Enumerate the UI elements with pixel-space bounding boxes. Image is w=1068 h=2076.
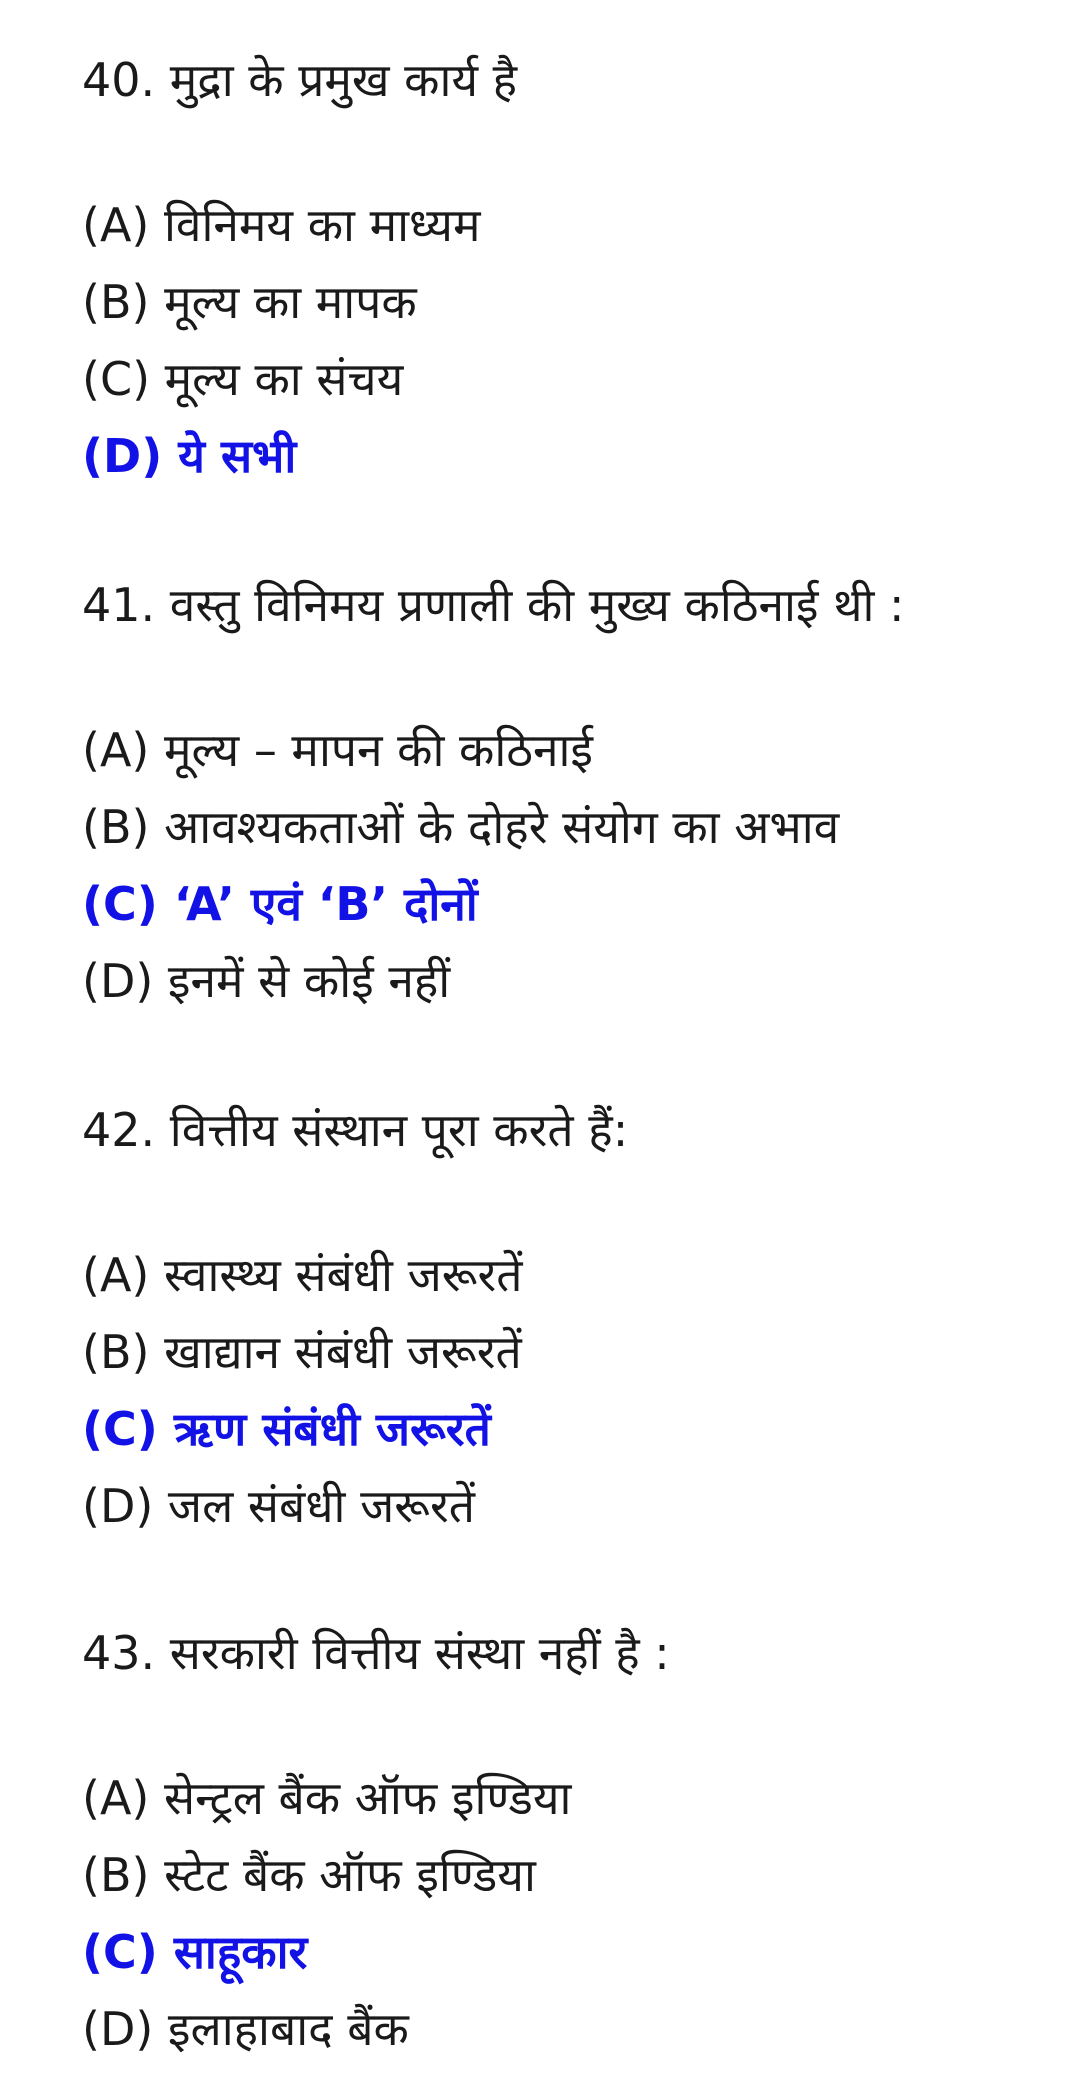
option-b: (B) आवश्यकताओं के दोहरे संयोग का अभाव [82,800,840,854]
option-d: (D) इलाहाबाद बैंक [82,2002,409,2056]
option-a: (A) मूल्य – मापन की कठिनाई [82,723,594,777]
options-list [82,195,517,503]
question-title: 43. सरकारी वित्तीय संस्था नहीं है : [82,1626,670,1680]
option-b: (B) मूल्य का मापक [82,275,417,329]
options-list [82,720,905,1028]
option-c: (C) ऋण संबंधी जरूरतें [82,1402,491,1456]
question-title: 42. वित्तीय संस्थान पूरा करते हैं: [82,1103,629,1157]
option-b: (B) खाद्यान संबंधी जरूरतें [82,1325,522,1379]
option-c: (C) मूल्य का संचय [82,352,404,406]
options-list [82,1245,628,1553]
option-a: (A) विनिमय का माध्यम [82,198,481,252]
option-a: (A) स्वास्थ्य संबंधी जरूरतें [82,1248,523,1302]
question-40 [82,50,517,503]
option-c: (C) साहूकार [82,1925,308,1979]
question-42 [82,1100,628,1553]
question-title: 41. वस्तु विनिमय प्रणाली की मुख्य कठिनाई थी : [82,578,905,632]
question-41 [82,575,905,1028]
option-a: (A) सेन्ट्रल बैंक ऑफ इण्डिया [82,1771,572,1825]
options-list [82,1768,670,2076]
option-d: (D) जल संबंधी जरूरतें [82,1479,475,1533]
question-title: 40. मुद्रा के प्रमुख कार्य है [82,53,518,107]
question-43 [82,1623,670,2076]
option-d: (D) इनमें से कोई नहीं [82,954,451,1008]
option-c: (C) ‘A’ एवं ‘B’ दोनों [82,877,478,931]
option-d: (D) ये सभी [82,429,297,483]
option-b: (B) स्टेट बैंक ऑफ इण्डिया [82,1848,536,1902]
